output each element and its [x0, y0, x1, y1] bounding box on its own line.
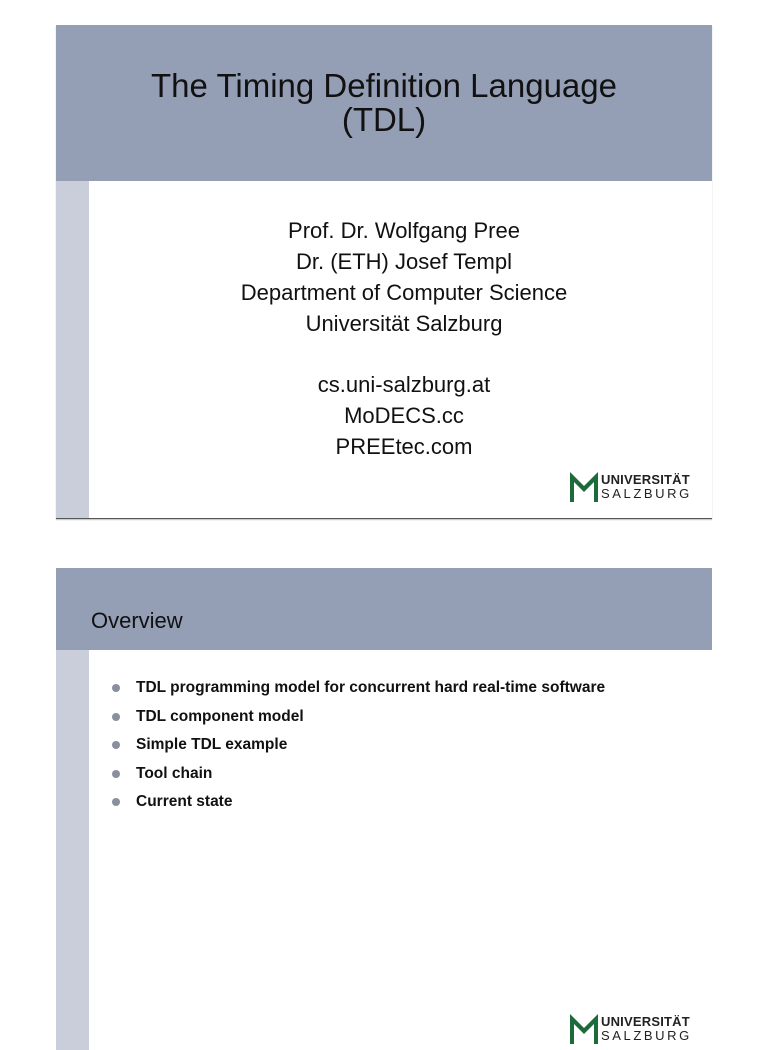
author-block [96, 215, 712, 462]
logo-line-1: UNIVERSITÄT [601, 472, 690, 487]
university-logo [570, 1014, 692, 1044]
title-line-1: The Timing Definition Language [151, 67, 617, 104]
bullet-dot-icon [112, 741, 120, 749]
bullet-text: Tool chain [136, 764, 213, 782]
title-slide [56, 25, 712, 519]
university-logo-text [601, 473, 692, 501]
department: Department of Computer Science [240, 280, 568, 305]
title-line-2: (TDL) [341, 101, 427, 138]
author-name-1: Prof. Dr. Wolfgang Pree [288, 218, 520, 243]
university-logo-mark-icon [570, 1014, 598, 1044]
bullet-item [112, 788, 605, 817]
logo-line-2: SALZBURG [601, 486, 692, 501]
slide-title [96, 69, 672, 137]
bullet-dot-icon [112, 713, 120, 721]
bullet-text: TDL component model [136, 707, 304, 725]
bullet-text: Current state [136, 793, 233, 811]
bullet-dot-icon [112, 798, 120, 806]
website-link-3: PREEtec.com [335, 434, 473, 459]
bullet-item [112, 703, 605, 732]
bullet-list [112, 674, 605, 817]
university: Universität Salzburg [305, 311, 503, 336]
bullet-item [112, 760, 605, 789]
overview-slide [56, 568, 712, 1043]
logo-line-2: SALZBURG [601, 1028, 692, 1043]
bullet-dot-icon [112, 684, 120, 692]
slide-side-band [56, 181, 89, 518]
slide-side-band [56, 650, 89, 1050]
bullet-item [112, 674, 605, 703]
slide-title: Overview [91, 608, 183, 633]
university-logo-mark-icon [570, 472, 598, 502]
website-link-2: MoDECS.cc [344, 403, 464, 428]
author-name-2: Dr. (ETH) Josef Templ [296, 249, 512, 274]
bullet-text: Simple TDL example [136, 736, 288, 754]
logo-line-1: UNIVERSITÄT [601, 1014, 690, 1029]
university-logo [570, 472, 692, 502]
bullet-text: TDL programming model for concurrent hard real-time software [136, 679, 606, 697]
university-logo-text [601, 1015, 692, 1043]
bullet-dot-icon [112, 770, 120, 778]
author-spacer [96, 339, 712, 369]
bullet-item [112, 731, 605, 760]
website-link-1: cs.uni-salzburg.at [317, 372, 491, 397]
